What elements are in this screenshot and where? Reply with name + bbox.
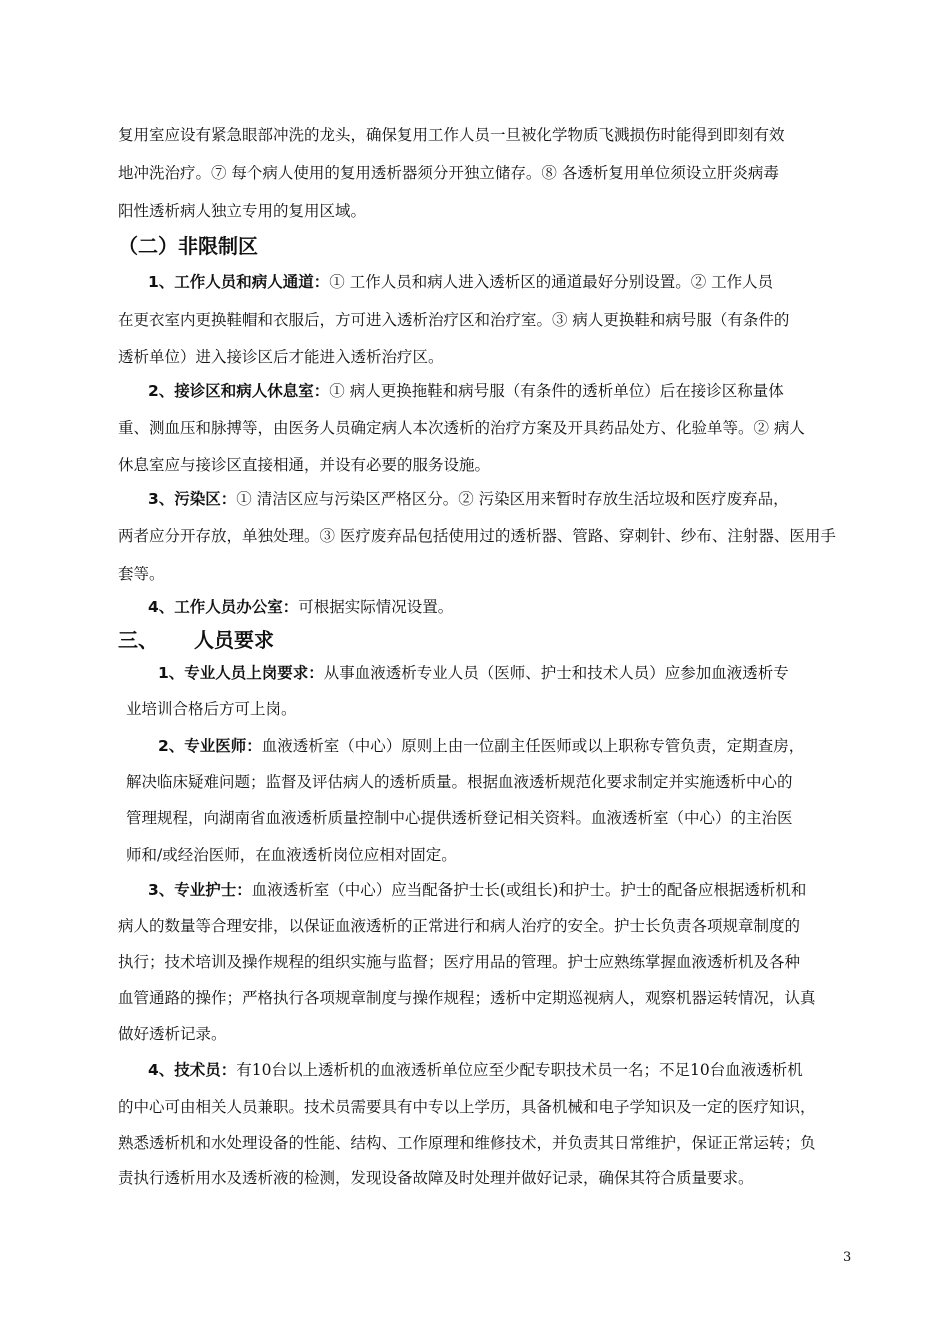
section-title: 人员要求 bbox=[194, 628, 274, 652]
page-number: 3 bbox=[843, 1250, 852, 1265]
text-line: 做好透析记录。 bbox=[118, 1025, 227, 1043]
paragraph-line bbox=[158, 736, 898, 756]
item-text: 血液透析室（中心）原则上由一位副主任医师或以上职称专管负责，定期查房， bbox=[261, 737, 805, 755]
item-title: 2、专业医师： bbox=[158, 737, 262, 755]
item-text: 可根据实际情况设置。 bbox=[298, 598, 454, 616]
text-line: 两者应分开存放，单独处理。③ 医疗废弃品包括使用过的透析器、管路、穿刺针、纱布、注射器、医用手 bbox=[118, 527, 836, 545]
paragraph-line bbox=[148, 1060, 888, 1080]
text-line: 责执行透析用水及透析液的检测，发现设备故障及时处理并做好记录，确保其符合质量要求。 bbox=[118, 1169, 754, 1187]
text-line: 复用室应设有紧急眼部冲洗的龙头，确保复用工作人员一旦被化学物质飞溅损伤时能得到即刻有效 bbox=[118, 126, 785, 144]
item-text: 从事血液透析专业人员（医师、护士和技术人员）应参加血液透析专 bbox=[323, 664, 789, 682]
heading-nonrestricted-area: （二）非限制区 bbox=[118, 234, 258, 258]
item-title: 4、工作人员办公室： bbox=[148, 598, 299, 616]
heading-staff-requirements bbox=[118, 627, 274, 653]
text-line: 解决临床疑难问题；监督及评估病人的透析质量。根据血液透析规范化要求制定并实施透析中心的 bbox=[126, 773, 793, 791]
text-line: 病人的数量等合理安排，以保证血液透析的正常进行和病人治疗的安全。护士长负责各项规章制度的 bbox=[118, 917, 801, 935]
paragraph-line bbox=[148, 381, 888, 401]
paragraph-line bbox=[148, 489, 888, 509]
text-line: 的中心可由相关人员兼职。技术员需要具有中专以上学历，具备机械和电子学知识及一定的医疗知识， bbox=[118, 1098, 816, 1116]
paragraph-line bbox=[148, 597, 888, 617]
item-title: 4、技术员： bbox=[148, 1061, 237, 1079]
text-line: 管理规程，向湖南省血液透析质量控制中心提供透析登记相关资料。血液透析室（中心）的主治医 bbox=[126, 809, 793, 827]
paragraph-line bbox=[148, 272, 888, 292]
text-line: 透析单位）进入接诊区后才能进入透析治疗区。 bbox=[118, 348, 444, 366]
item-title: 1、专业人员上岗要求： bbox=[158, 664, 324, 682]
item-title: 3、专业护士： bbox=[148, 881, 252, 899]
text-line: 阳性透析病人独立专用的复用区域。 bbox=[118, 202, 367, 220]
item-title: 2、接诊区和病人休息室： bbox=[148, 382, 330, 400]
item-text: ① 病人更换拖鞋和病号服（有条件的透析单位）后在接诊区称量体 bbox=[329, 382, 784, 400]
text-line: 套等。 bbox=[118, 565, 165, 583]
paragraph-line bbox=[148, 880, 888, 900]
text-line: 熟悉透析机和水处理设备的性能、结构、工作原理和维修技术，并负责其日常维护，保证正常运转；负 bbox=[118, 1134, 816, 1152]
text-line: 业培训合格后方可上岗。 bbox=[126, 700, 297, 718]
text-line: 血管通路的操作；严格执行各项规章制度与操作规程；透析中定期巡视病人，观察机器运转情况，认真 bbox=[118, 989, 816, 1007]
text-line: 重、测血压和脉搏等，由医务人员确定病人本次透析的治疗方案及开具药品处方、化验单等。② 病人 bbox=[118, 419, 805, 437]
text-line: 在更衣室内更换鞋帽和衣服后，方可进入透析治疗区和治疗室。③ 病人更换鞋和病号服（有条件的 bbox=[118, 311, 790, 329]
item-text: ① 清洁区应与污染区严格区分。② 污染区用来暂时存放生活垃圾和医疗废弃品， bbox=[236, 490, 789, 508]
section-number: 三、 bbox=[118, 628, 158, 652]
item-title: 3、污染区： bbox=[148, 490, 237, 508]
text-line: 休息室应与接诊区直接相通，并设有必要的服务设施。 bbox=[118, 456, 491, 474]
item-text: 血液透析室（中心）应当配备护士长(或组长)和护士。护士的配备应根据透析机和 bbox=[251, 881, 807, 899]
item-text: 有10台以上透析机的血液透析单位应至少配专职技术员一名；不足10台血液透析机 bbox=[236, 1061, 803, 1079]
paragraph-line bbox=[158, 663, 898, 683]
item-title: 1、工作人员和病人通道： bbox=[148, 273, 330, 291]
item-text: ① 工作人员和病人进入透析区的通道最好分别设置。② 工作人员 bbox=[329, 273, 774, 291]
text-line: 地冲洗治疗。⑦ 每个病人使用的复用透析器须分开独立储存。⑧ 各透析复用单位须设立肝炎病毒 bbox=[118, 164, 779, 182]
text-line: 执行；技术培训及操作规程的组织实施与监督；医疗用品的管理。护士应熟练掌握血液透析机及各种 bbox=[118, 953, 801, 971]
text-line: 师和/或经治医师，在血液透析岗位应相对固定。 bbox=[126, 846, 457, 864]
